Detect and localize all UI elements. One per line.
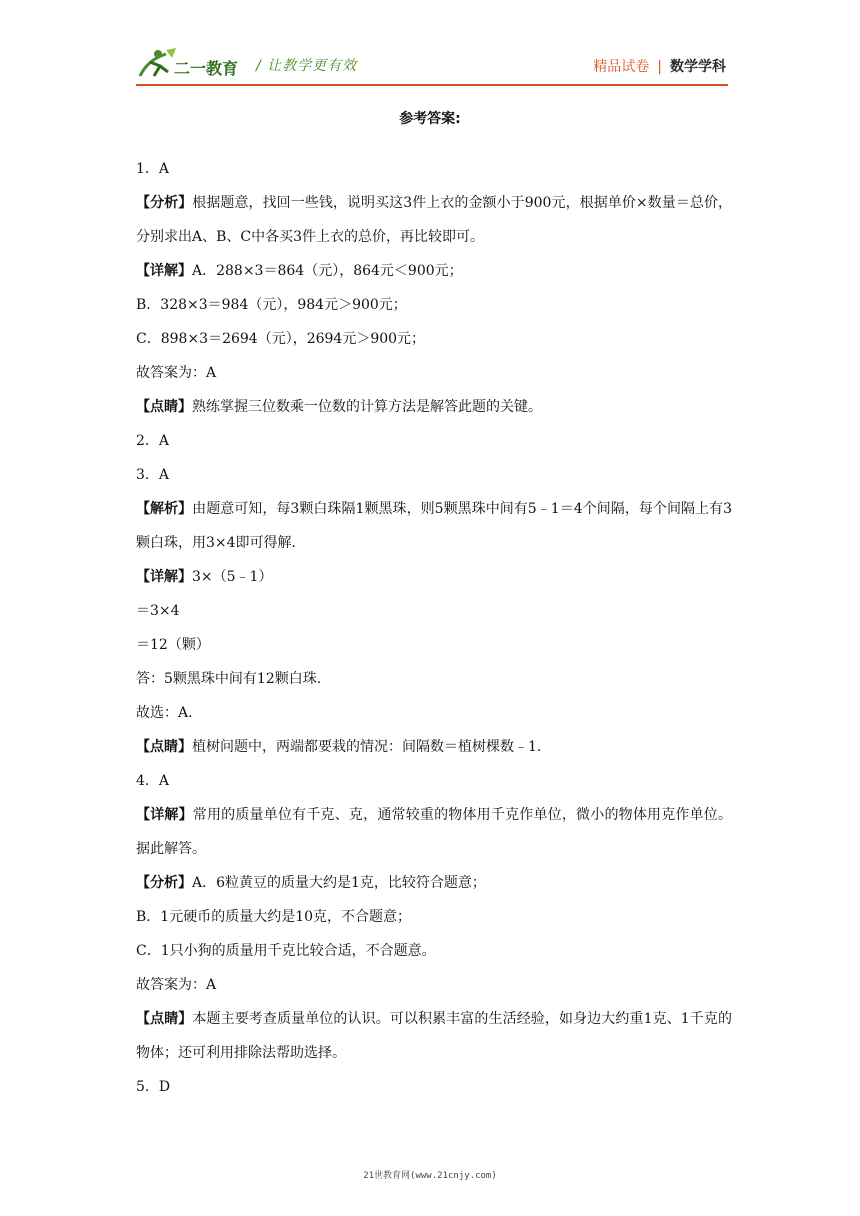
line-text: 故选：A. [136,705,193,721]
answer-line [136,730,732,764]
line-text: C．898×3＝2694（元），2694元＞900元； [136,331,426,347]
line-text: 4．A [136,773,170,789]
line-text: 由题意可知，每3颗白珠隔1颗黑珠，则5颗黑珠中间有5﹣1＝4个间隔，每个间隔上有3颗白珠，用3×4即可得解. [136,501,732,551]
logo [136,46,246,84]
line-text: 熟练掌握三位数乘一位数的计算方法是解答此题的关键。 [192,399,542,415]
line-text: ＝3×4 [136,603,180,619]
answer-content [136,152,732,1104]
answer-line [136,288,732,322]
line-label: 【详解】 [136,263,192,279]
answer-line [136,356,732,390]
answer-line [136,934,732,968]
header-separator: | [657,59,662,75]
answer-line [136,458,732,492]
header-rule [136,84,728,86]
header-subject: 数学学科 [670,59,726,75]
line-text: A．288×3＝864（元），864元＜900元； [192,263,463,279]
line-text: 答：5颗黑珠中间有12颗白珠. [136,671,322,687]
answer-line [136,594,732,628]
line-text: 2．A [136,433,170,449]
answer-line [136,696,732,730]
line-text: 本题主要考查质量单位的认识。可以积累丰富的生活经验，如身边大约重1克、1千克的物体；还可利用排除法帮助选择。 [136,1011,733,1061]
line-label: 【点睛】 [136,399,192,415]
answer-line [136,254,732,288]
line-label: 【分析】 [136,875,192,891]
line-label: 【详解】 [136,807,193,823]
answer-line [136,152,732,186]
line-text: 故答案为：A [136,365,217,381]
answer-line [136,424,732,458]
line-text: C．1只小狗的质量用千克比较合适，不合题意。 [136,943,436,959]
answer-line [136,186,732,254]
line-text: 故答案为：A [136,977,217,993]
line-text: 根据题意，找回一些钱，说明买这3件上衣的金额小于900元，根据单价×数量＝总价，分别求出A、B、C中各买3件上衣的总价，再比较即可。 [136,195,733,245]
answer-line [136,1070,732,1104]
line-text: 3×（5﹣1） [192,569,273,585]
header-right [593,56,726,76]
line-text: ＝12（颗） [136,637,210,653]
answer-line [136,662,732,696]
line-label: 【详解】 [136,569,192,585]
answer-line [136,560,732,594]
page-footer: 21世教育网(www.21cnjy.com) [363,1171,497,1181]
line-text: A．6粒黄豆的质量大约是1克，比较符合题意； [192,875,486,891]
answer-line [136,628,732,662]
line-label: 【解析】 [136,501,193,517]
line-text: 5．D [136,1079,171,1095]
answer-line [136,798,732,866]
line-label: 【点睛】 [136,739,192,755]
line-text: 常用的质量单位有千克、克，通常较重的物体用千克作单位，微小的物体用克作单位。据此解答。 [136,807,732,857]
line-text: 植树问题中，两端都要栽的情况：间隔数＝植树棵数﹣1. [192,739,542,755]
line-label: 【点睛】 [136,1011,193,1027]
logo-text: 二一教育 [174,59,239,78]
page-title: 参考答案: [399,111,461,127]
answer-line [136,492,732,560]
answer-line [136,764,732,798]
answer-line [136,390,732,424]
line-text: B．328×3＝984（元），984元＞900元； [136,297,407,313]
slogan: / 让教学更有效 [256,58,358,74]
answer-line [136,866,732,900]
line-text: 1．A [136,161,170,177]
line-text: 3．A [136,467,170,483]
line-text: B．1元硬币的质量大约是10克，不合题意； [136,909,412,925]
page-header [0,0,860,92]
line-label: 【分析】 [136,195,193,211]
answer-line [136,1002,732,1070]
answer-line [136,322,732,356]
header-tag: 精品试卷 [593,59,650,75]
answer-line [136,900,732,934]
answer-line [136,968,732,1002]
